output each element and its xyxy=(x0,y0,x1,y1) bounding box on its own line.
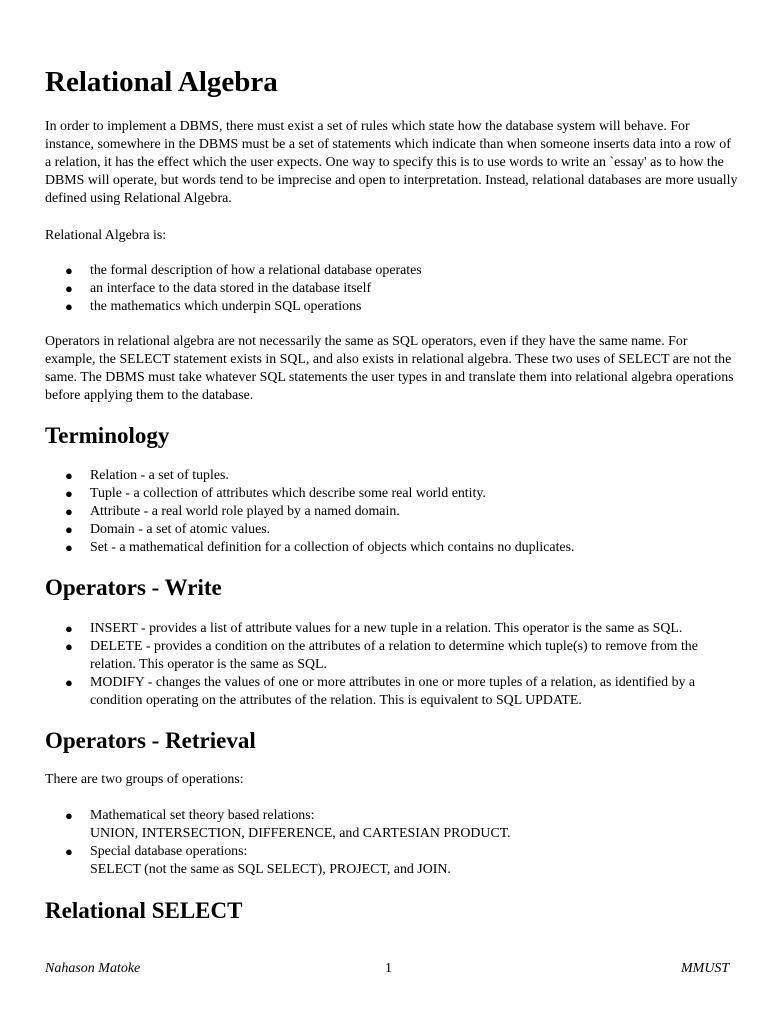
bullet-icon: ● xyxy=(65,621,73,636)
intro-paragraph: In order to implement a DBMS, there must exist a set of rules which state how the database system will behave. For instance, somewhere in the DBMS must be a set of statements which indicate than when someone inserts data into a row of a relation, it has the effect which the user expects. One way to specify this is to use words to write an `essay' as to how the DBMS will operate, but words tend to be imprecise and open to interpretation. Instead, relational databases are more usually defined using Relational Algebra. xyxy=(45,119,738,206)
list-item: ● Relation - a set of tuples. xyxy=(65,468,229,483)
retrieval-heading: Operators - Retrieval xyxy=(45,728,256,753)
footer-page-number: 1 xyxy=(385,961,392,976)
footer-author: Nahason Matoke xyxy=(45,961,141,976)
page-title: Relational Algebra xyxy=(45,66,278,98)
bullet-icon: ● xyxy=(65,486,73,501)
bullet-icon: ● xyxy=(65,675,73,690)
bullet-icon: ● xyxy=(65,639,73,654)
list-item: ● Set - a mathematical definition for a collection of objects which contains no duplicates. xyxy=(65,540,575,555)
list-item: ● Special database operations: SELECT (not the same as SQL SELECT), PROJECT, and JOIN. xyxy=(65,844,451,877)
write-heading: Operators - Write xyxy=(45,575,222,600)
terminology-heading: Terminology xyxy=(45,423,170,448)
is-label: Relational Algebra is: xyxy=(45,228,167,243)
list-item: ● MODIFY - changes the values of one or more attributes in one or more tuples of a relation, as identified by a condition operating on the attributes of the relation. This is equivalent to SQL UPDATE. xyxy=(65,675,696,708)
bullet-icon: ● xyxy=(65,808,73,823)
bullet-icon: ● xyxy=(65,281,73,296)
select-heading: Relational SELECT xyxy=(45,898,243,923)
operators-paragraph: Operators in relational algebra are not necessarily the same as SQL operators, even if they have the same name. For example, the SELECT statement exists in SQL, and also exists in relational algebra. These two uses of SELECT are not the same. The DBMS must take whatever SQL statements the user types in and translate them into relational algebra operations before applying them to the database. xyxy=(45,334,734,403)
list-item: ● the mathematics which underpin SQL operations xyxy=(65,299,362,314)
bullet-icon: ● xyxy=(65,540,73,555)
write-list xyxy=(45,620,745,710)
list-item: ● the formal description of how a relational database operates xyxy=(65,263,422,278)
footer-org: MMUST xyxy=(681,961,730,976)
bullet-icon: ● xyxy=(65,263,73,278)
list-item: ● Mathematical set theory based relations: UNION, INTERSECTION, DIFFERENCE, and CARTESIAN PRODUCT. xyxy=(65,808,511,841)
bullet-icon: ● xyxy=(65,299,73,314)
list-item: ● Domain - a set of atomic values. xyxy=(65,522,271,537)
bullet-icon: ● xyxy=(65,522,73,537)
list-item: ● Tuple - a collection of attributes which describe some real world entity. xyxy=(65,486,486,501)
bullet-icon: ● xyxy=(65,844,73,859)
retrieval-list xyxy=(45,807,745,879)
bullet-icon: ● xyxy=(65,504,73,519)
list-item: ● Attribute - a real world role played by a named domain. xyxy=(65,504,400,519)
is-list xyxy=(45,262,745,316)
retrieval-intro: There are two groups of operations: xyxy=(45,772,244,787)
list-item: ● DELETE - provides a condition on the attributes of a relation to determine which tuple(s) to remove from the relation. This operator is the same as SQL. xyxy=(65,639,698,672)
bullet-icon: ● xyxy=(65,468,73,483)
list-item: ● an interface to the data stored in the database itself xyxy=(65,281,372,296)
terminology-list xyxy=(45,467,745,557)
list-item: ● INSERT - provides a list of attribute values for a new tuple in a relation. This operator is the same as SQL. xyxy=(65,621,683,636)
